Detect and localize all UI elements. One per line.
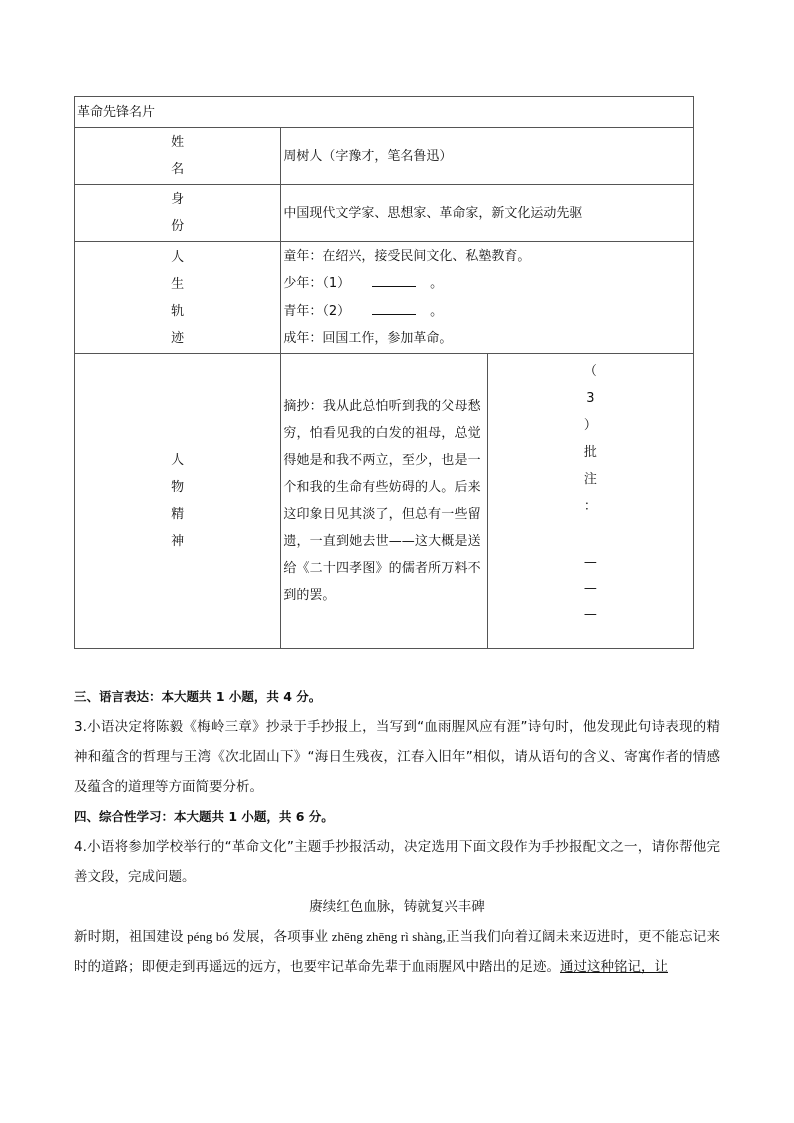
pinyin-zhengzhengrishang: zhēng zhēng rì shàng,: [328, 929, 446, 944]
identity-label: 身 份: [75, 185, 281, 242]
track-youth: 少年：（1） 。: [283, 276, 444, 291]
section4-question: 4.小语将参加学校举行的“革命文化”主题手抄报活动，决定选用下面文段作为手抄报配文之一，请你帮他完善文段，完成问题。: [74, 839, 720, 885]
spirit-label: 人 物 精 神: [75, 354, 281, 649]
track-adult: 成年：回国工作，参加革命。: [283, 331, 453, 346]
passage-title: 赓续红色血脉，铸就复兴丰碑: [309, 899, 485, 915]
section3-heading: 三、语言表达：本大题共 1 小题，共 4 分。: [74, 689, 322, 704]
passage-body: 新时期，祖国建设 péng bó 发展，各项事业 zhēng zhēng rì shàng,正当我们向着辽阔未来迈进时，更不能忘记来时的道路；即便走到再遥远的远方，也要牢记革命先辈于血雨腥风中踏出的足迹。通过这种铭记，让: [74, 929, 720, 975]
life-track-content: [281, 242, 694, 354]
track-childhood: 童年：在绍兴，接受民间文化、私塾教育。: [283, 248, 531, 264]
annotation-column[interactable]: （ 3 ） 批 注 ： — — —: [487, 354, 693, 649]
underlined-sentence: 通过这种铭记，让: [560, 959, 668, 975]
card-title: 革命先锋名片: [75, 97, 694, 128]
questions-section: [74, 682, 720, 982]
section3-question: 3.小语决定将陈毅《梅岭三章》抄录于手抄报上，当写到“血雨腥风应有涯”诗句时，他发现此句诗表现的精神和蕴含的哲理与王湾《次北固山下》“海日生残夜，江春入旧年”相似，请从语句的含义、寄寓作者的情感及蕴含的道理等方面简要分析。: [74, 719, 720, 795]
name-value: 周树人（字豫才，笔名鲁迅）: [281, 128, 694, 185]
life-track-label: 人 生 轨 迹: [75, 242, 281, 354]
section4-heading: 四、综合性学习：本大题共 1 小题，共 6 分。: [74, 809, 334, 824]
spirit-excerpt: 摘抄：我从此总怕听到我的父母愁穷，怕看见我的白发的祖母，总觉得她是和我不两立，至少，也是一个和我的生命有些妨碍的人。后来这印象日见其淡了，但总有一些留遗，一直到她去世——这大概是送给《二十四孝图》的儒者所万料不到的罢。: [281, 354, 487, 649]
revolution-pioneer-card: [74, 96, 694, 649]
pinyin-pengbo: péng bó: [183, 929, 233, 944]
youth-blank[interactable]: [372, 274, 416, 287]
track-young-adult: 青年：（2） 。: [283, 303, 444, 319]
young-adult-blank[interactable]: [372, 302, 416, 315]
identity-value: 中国现代文学家、思想家、革命家，新文化运动先驱: [281, 185, 694, 242]
name-label: 姓 名: [75, 128, 281, 185]
